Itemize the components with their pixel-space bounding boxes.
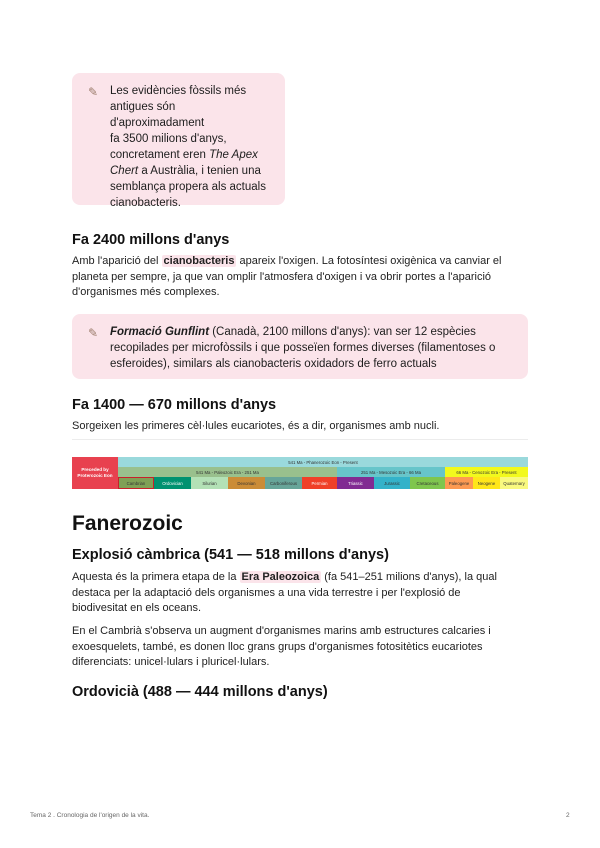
period-cambrian: Cambrian xyxy=(118,477,154,489)
callout-line: concretament eren The Apex xyxy=(110,149,258,161)
period-paleogene: Paleogene xyxy=(445,477,473,489)
heading-1400-670-million: Fa 1400 — 670 millons d'anys xyxy=(72,397,277,413)
heading-ordovician: Ordovicià (488 — 444 millons d'anys) xyxy=(72,684,328,700)
paragraph-cambrian: En el Cambrià s'observa un augment d'organismes marins amb estructures calcaries i exoesquelets, també, es donen lloc grans grups d'organismes fotositètics eucariotes diferenciats: unicel·lulars i pluricel·lulars. xyxy=(72,625,491,668)
fossil-evidence-callout xyxy=(72,73,285,209)
period-carboniferous: Carboniferous xyxy=(265,477,302,489)
paleozoic-era-bar: 541 Ma - Paleozoic Era - 251 Ma xyxy=(118,467,337,477)
divider xyxy=(72,439,528,440)
geologic-timeline xyxy=(72,457,528,489)
highlight-cianobacteris: cianobacteris xyxy=(163,255,235,267)
callout-line: Formació Gunflint (Canadà, 2100 millons d'anys): van ser 12 espècies xyxy=(110,326,476,338)
preceded-by-cell: Preceded by Proterozoic Eon xyxy=(72,457,118,489)
fanerozoic-title: Fanerozoic xyxy=(72,512,183,535)
callout-line: recopilades per microfòssils i que posseïen formes diverses (filamentoses o xyxy=(110,342,496,354)
period-neogene: Neogene xyxy=(473,477,500,489)
paragraph-oxygen: Amb l'aparició del cianobacteris apareix l'oxigen. La fotosíntesi oxigènica va canviar el planeta per sempre, ja que van omplir l'atmosfera d'oxigen i va obrir portes a l'aparició d'organismes més complexes. xyxy=(72,255,502,298)
pencil-icon: ✎ xyxy=(87,326,99,340)
mesozoic-era-bar: 251 Ma - Mesozoic Era - 66 Ma xyxy=(337,467,445,477)
highlight-era-paleozoica: Era Paleozoica xyxy=(241,571,320,583)
period-devonian: Devonian xyxy=(228,477,265,489)
gunflint-callout xyxy=(72,314,528,379)
callout-line: fa 3500 milions d'anys, xyxy=(110,133,227,145)
paragraph-paleozoic: Aquesta és la primera etapa de la Era Paleozoica (fa 541–251 milions d'anys), la qual destaca per la adaptació dels organismes a una vida terrestre i per l'explosió de biodivesitat en els oceans. xyxy=(72,571,497,614)
paragraph-eukaryotes: Sorgeixen les primeres cèl·lules eucariotes, és a dir, organismes amb nucli. xyxy=(72,420,440,432)
callout-line: esferoides), similars als cianobacteris oxidadors de ferro actuals xyxy=(110,358,437,370)
cenozoic-era-bar: 66 Ma - Cenozoic Era - Present xyxy=(445,467,528,477)
footer-title: Tema 2 . Cronologia de l'origen de la vita. xyxy=(30,812,150,819)
heading-2400-million: Fa 2400 millons d'anys xyxy=(72,232,230,248)
callout-line: semblança propera als actuals xyxy=(110,181,266,193)
callout-line: Les evidències fòssils més xyxy=(110,85,247,97)
page-number: 2 xyxy=(566,812,570,819)
apex-chert-italic: The Apex xyxy=(209,149,258,161)
callout-line: antigues són d'aproximadament xyxy=(110,101,205,129)
pencil-icon: ✎ xyxy=(87,85,99,99)
heading-cambrian-explosion: Explosió càmbrica (541 — 518 millons d'anys) xyxy=(72,547,389,563)
period-triassic: Triassic xyxy=(337,477,374,489)
callout-line: Chert a Austràlia, i tenien una xyxy=(110,165,261,177)
period-cretaceous: Cretaceous xyxy=(410,477,445,489)
callout-line: cianobacteris. xyxy=(110,197,181,209)
period-ordovician: Ordovician xyxy=(154,477,191,489)
period-quaternary: Quaternary xyxy=(500,477,528,489)
period-silurian: Silurian xyxy=(191,477,228,489)
period-jurassic: Jurassic xyxy=(374,477,410,489)
phanerozoic-eon-bar: 541 Ma - Phanerozoic Eon - Present xyxy=(118,457,528,467)
gunflint-bold-italic: Formació Gunflint xyxy=(110,326,210,338)
period-permian: Permian xyxy=(302,477,337,489)
